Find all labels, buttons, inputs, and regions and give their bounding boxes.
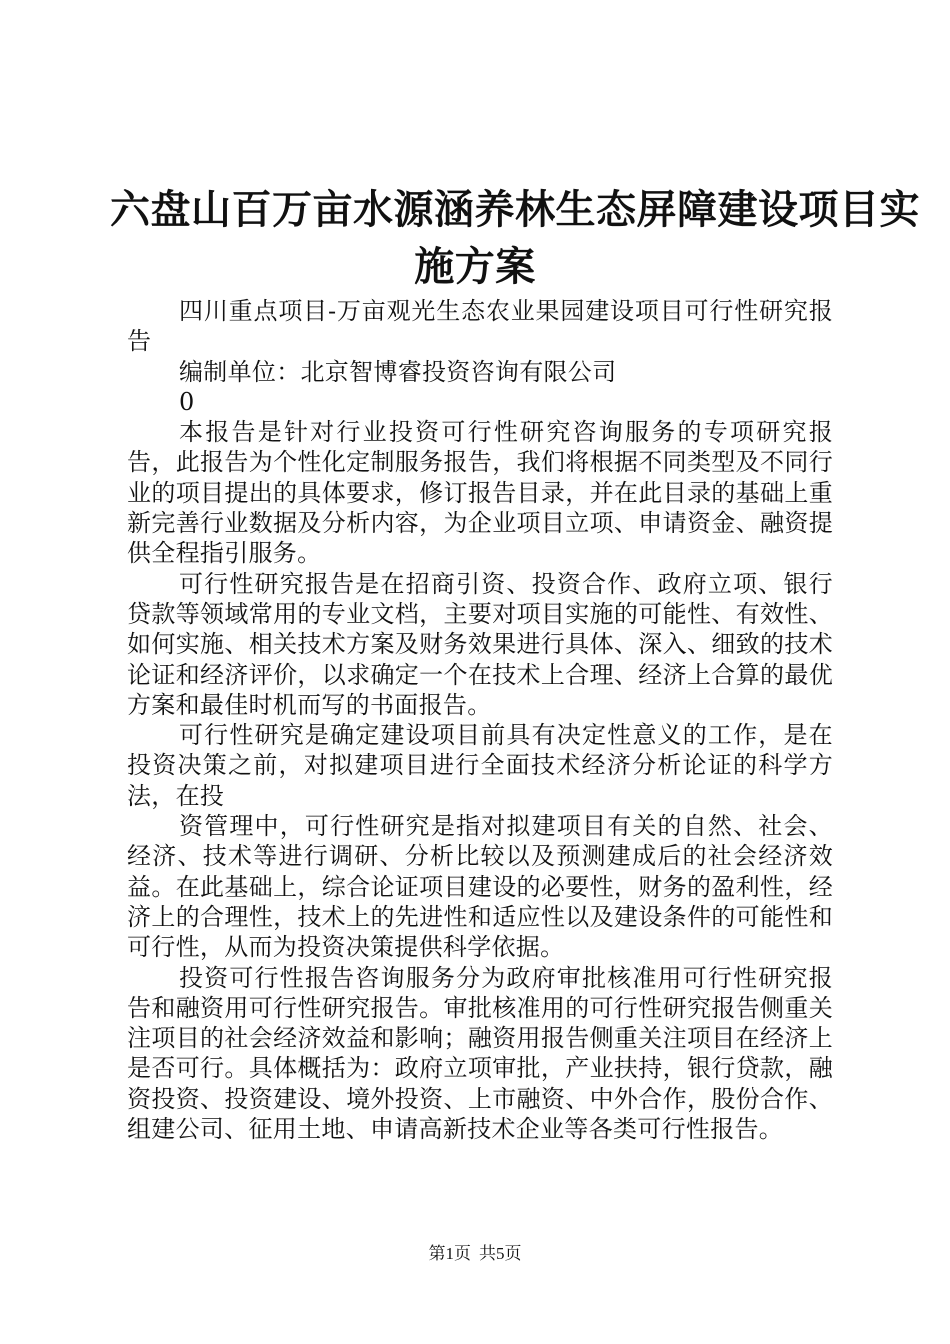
page-number-current: 第1页	[428, 1244, 471, 1263]
paragraph-intro: 本报告是针对行业投资可行性研究咨询服务的专项研究报告，此报告为个性化定制服务报告，我们将根据不同类型及不同行业的项目提出的具体要求，修订报告目录，并在此目录的基础上重新完善行业数据及分析内容，为企业项目立项、申请资金、融资提供全程指引服务。	[127, 418, 833, 568]
page-footer	[0, 1244, 950, 1264]
page-number-total: 共5页	[479, 1244, 522, 1263]
paragraph-feasibility-study: 可行性研究是确定建设项目前具有决定性意义的工作，是在投资决策之前，对拟建项目进行全面技术经济分析论证的科学方法，在投	[127, 721, 833, 810]
paragraph-feasibility-report: 可行性研究报告是在招商引资、投资合作、政府立项、银行贷款等领域常用的专业文档，主要对项目实施的可能性、有效性、如何实施、相关技术方案及财务效果进行具体、深入、细致的技术论证和经济评价，以求确定一个在技术上合理、经济上合算的最优方案和最佳时机而写的书面报告。	[127, 569, 833, 719]
document-title-line-2: 施方案	[414, 243, 536, 290]
document-title-line-1: 六盘山百万亩水源涵养林生态屏障建设项目实	[110, 186, 920, 233]
paragraph-consulting-services: 投资可行性报告咨询服务分为政府审批核准用可行性研究报告和融资用可行性研究报告。审批核准用的可行性研究报告侧重关注项目的社会经济效益和影响；融资用报告侧重关注项目在经济上是否可行。具体概括为：政府立项审批，产业扶持，银行贷款，融资投资、投资建设、境外投资、上市融资、中外合作，股份合作、组建公司、征用土地、申请高新技术企业等各类可行性报告。	[127, 963, 833, 1144]
paragraph-project-name: 四川重点项目-万亩观光生态农业果园建设项目可行性研究报告	[127, 297, 833, 356]
document-body	[127, 296, 833, 1144]
paragraph-zero: 0	[179, 387, 195, 416]
paragraph-investment-management: 资管理中，可行性研究是指对拟建项目有关的自然、社会、经济、技术等进行调研、分析比较以及预测建成后的社会经济效益。在此基础上，综合论证项目建设的必要性，财务的盈利性，经济上的合理性，技术上的先进性和适应性以及建设条件的可能性和可行性，从而为投资决策提供科学依据。	[127, 812, 833, 962]
paragraph-compiler: 编制单位：北京智博睿投资咨询有限公司	[179, 357, 617, 386]
